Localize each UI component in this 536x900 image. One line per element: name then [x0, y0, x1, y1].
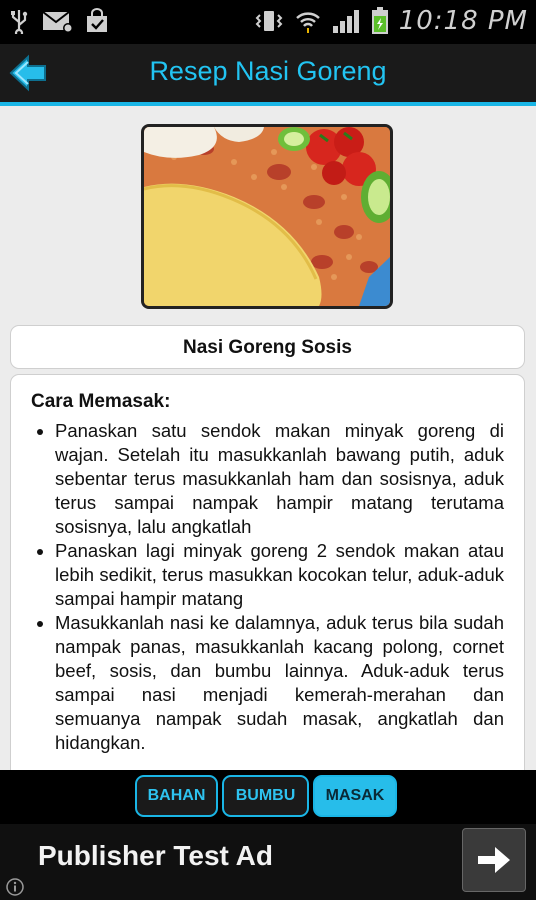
app-bar — [0, 44, 536, 106]
signal-icon — [331, 8, 361, 34]
recipe-instructions-card — [10, 374, 525, 770]
steps-list — [31, 419, 504, 755]
info-icon[interactable] — [6, 878, 24, 896]
section-title: Cara Memasak: — [31, 391, 171, 412]
tab-masak[interactable]: MASAK — [313, 775, 397, 817]
recipe-photo-frame — [141, 124, 393, 309]
page-title: Resep Nasi Goreng — [149, 56, 387, 86]
status-bar — [0, 0, 536, 44]
ad-banner[interactable] — [0, 824, 536, 900]
recipe-content[interactable] — [0, 106, 536, 770]
vibrate-icon — [253, 8, 285, 34]
tab-bumbu[interactable]: BUMBU — [222, 775, 309, 817]
list-item: • Panaskan lagi minyak goreng 2 sendok makan atau lebih sedikit, terus masukkan kocokan telur, aduk-aduk sampai hampir matang — [55, 539, 504, 611]
recipe-name-card — [10, 325, 525, 369]
arrow-right-icon — [463, 829, 525, 891]
shopping-bag-icon — [84, 8, 110, 34]
recipe-name: Nasi Goreng Sosis — [183, 337, 352, 358]
wifi-icon — [295, 8, 321, 34]
ad-arrow-button[interactable] — [462, 828, 526, 892]
bottom-tab-bar — [0, 770, 536, 824]
tab-bahan[interactable]: BAHAN — [135, 775, 218, 817]
clock: 10:18 PM — [398, 6, 528, 36]
list-item: • Panaskan satu sendok makan minyak goreng di wajan. Setelah itu masukkanlah bawang putih, aduk sebentar terus masukkanlah ham dan sosisnya, aduk terus sampai nampak hampir matang terutama sosisnya, lalu angkatlah — [55, 419, 504, 539]
battery-icon — [371, 7, 389, 35]
list-item: • Masukkanlah nasi ke dalamnya, aduk terus bila sudah nampak panas, masukkanlah kacang polong, cornet beef, sosis, dan bumbu lainnya. Aduk-aduk terus sampai nasi menjadi kemerah-merahan dan semuanya nampak sudah masak, angkatlah dan hidangkan. — [55, 611, 504, 755]
email-icon — [42, 8, 74, 34]
recipe-photo — [144, 127, 390, 306]
usb-icon — [6, 8, 32, 34]
ad-text[interactable]: Publisher Test Ad — [38, 840, 273, 871]
